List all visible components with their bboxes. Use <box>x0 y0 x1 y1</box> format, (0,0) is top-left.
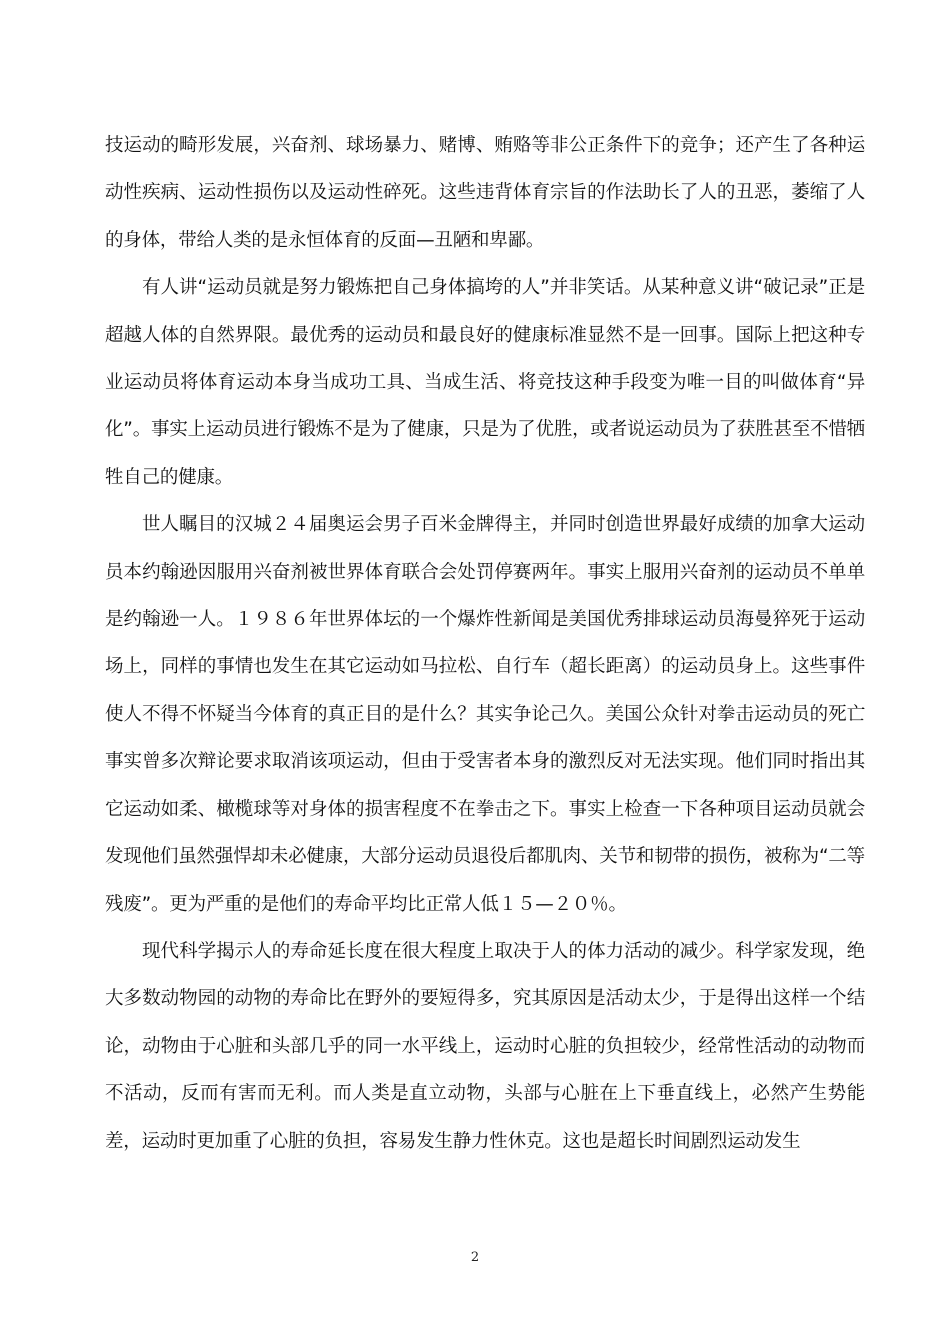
page-number: 2 <box>470 1250 480 1265</box>
paragraph-doping-cases: 世人瞩目的汉城２４届奥运会男子百米金牌得主，并同时创造世界最好成绩的加拿大运动员本约翰逊因服用兴奋剂被世界体育联合会处罚停赛两年。事实上服用兴奋剂的运动员不单单是约翰逊一人。１９８６年世界体坛的一个爆炸性新闻是美国优秀排球运动员海曼猝死于运动场上，同样的事情也发生在其它运动如马拉松、自行车（超长距离）的运动员身上。这些事件使人不得不怀疑当今体育的真正目的是什么？其实争论己久。美国公众针对拳击运动员的死亡事实曾多次辩论要求取消该项运动，但由于受害者本身的激烈反对无法实现。他们同时指出其它运动如柔、橄榄球等对身体的损害程度不在拳击之下。事实上检查一下各种项目运动员就会发现他们虽然强悍却未必健康，大部分运动员退役后都肌肉、关节和韧带的损伤，被称为“二等残废”。更为严重的是他们的寿命平均比正常人低１５—２０％。 <box>105 514 865 915</box>
paragraph-lifespan-science: 现代科学揭示人的寿命延长度在很大程度上取决于人的体力活动的减少。科学家发现，绝大多数动物园的动物的寿命比在野外的要短得多，究其原因是活动太少，于是得出这样一个结论，动物由于心脏和头部几乎的同一水平线上，运动时心脏的负担较少，经常性活动的动物而不活动，反而有害而无利。而人类是直立动物，头部与心脏在上下垂直线上，必然产生势能差，运动时更加重了心脏的负担，容易发生静力性休克。这也是超长时间剧烈运动发生 <box>105 940 865 1152</box>
body-text <box>105 122 865 1165</box>
paragraph-athlete-alienation: 有人讲“运动员就是努力锻炼把自己身体搞垮的人”并非笑话。从某种意义讲“破记录”正是超越人体的自然界限。最优秀的运动员和最良好的健康标准显然不是一回事。国际上把这种专业运动员将体育运动本身当成功工具、当成生活、将竞技这种手段变为唯一目的叫做体育“异化”。事实上运动员进行锻炼不是为了健康，只是为了优胜，或者说运动员为了获胜甚至不惜牺牲自己的健康。 <box>105 277 865 488</box>
paragraph-continuation: 技运动的畸形发展，兴奋剂、球场暴力、赌博、贿赂等非公正条件下的竞争；还产生了各种运动性疾病、运动性损伤以及运动性碎死。这些违背体育宗旨的作法助长了人的丑恶，萎缩了人的身体，带给人类的是永恒体育的反面—丑陋和卑鄙。 <box>105 135 865 251</box>
